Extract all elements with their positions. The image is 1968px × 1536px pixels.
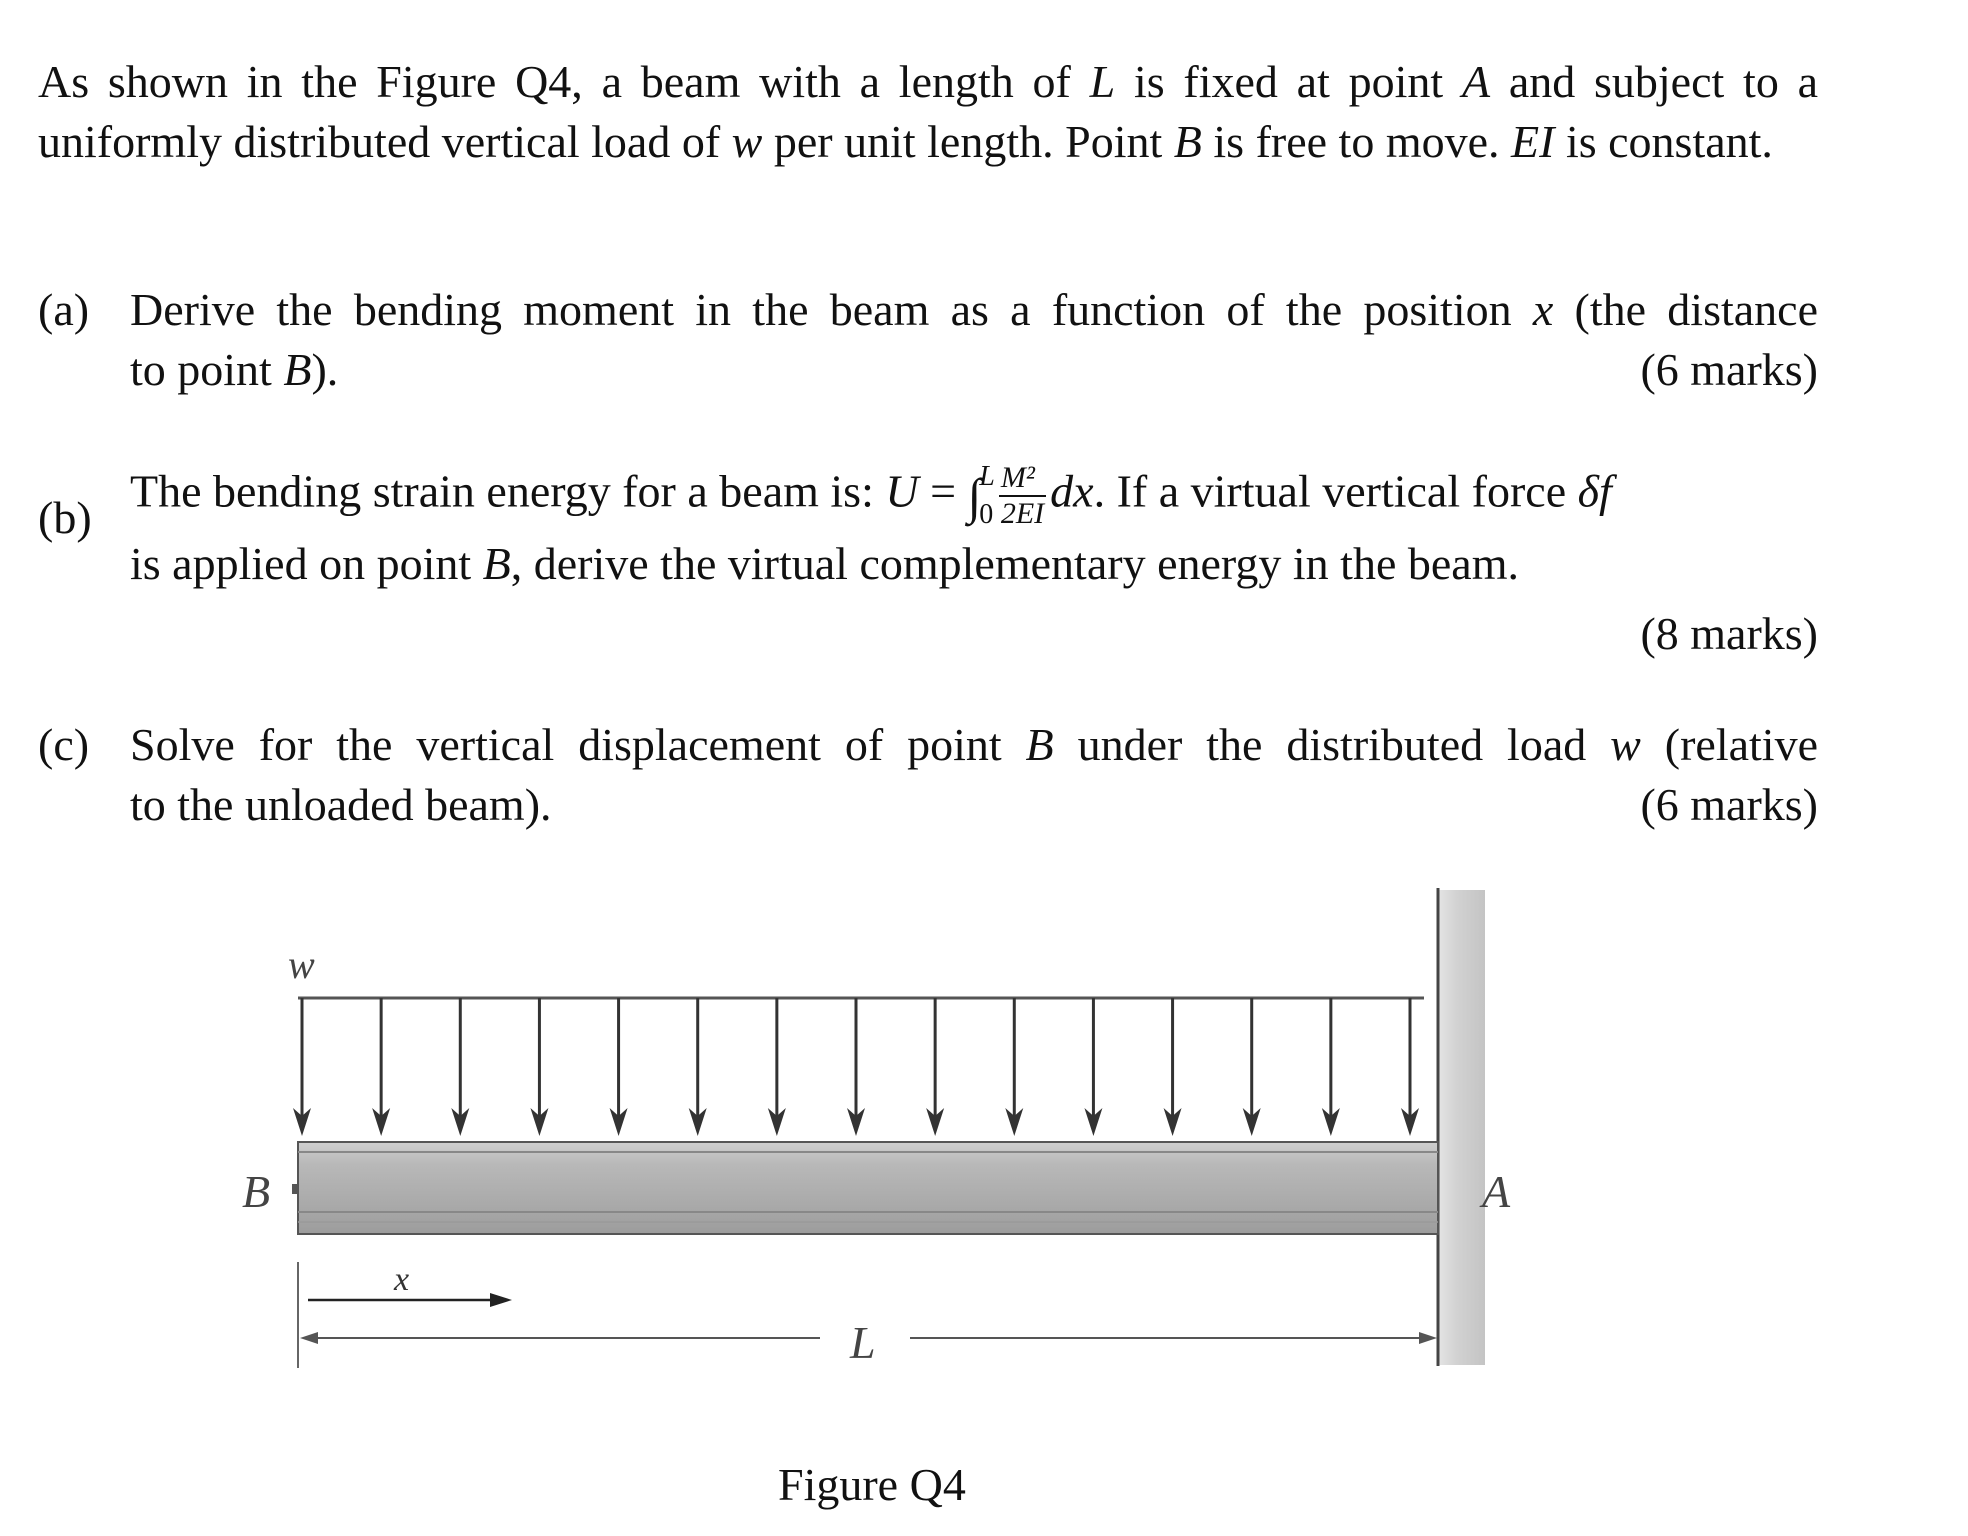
question-a-var-x: x bbox=[1532, 284, 1554, 335]
question-b-var-u: U bbox=[885, 465, 919, 517]
question-c-text-2: under the distributed load bbox=[1053, 719, 1611, 770]
question-c-var-w: w bbox=[1610, 719, 1641, 770]
intro-var-a: A bbox=[1461, 56, 1491, 107]
question-a-text-3: to point bbox=[130, 344, 284, 395]
question-c-var-b: B bbox=[1025, 719, 1054, 770]
question-b-dx: dx bbox=[1050, 465, 1094, 517]
figure-caption: Figure Q4 bbox=[778, 1459, 966, 1510]
question-b-text-4: , derive the virtual complementary energy in the beam. bbox=[510, 538, 1519, 589]
l-arrow-right-head bbox=[1419, 1332, 1437, 1344]
question-a-text-1: Derive the bending moment in the beam as a function of the position bbox=[130, 284, 1533, 335]
question-c-label: (c) bbox=[38, 719, 90, 770]
intro-text-3: and subject to a uniformly distributed vertical load of bbox=[38, 56, 1818, 167]
intro-text-1: As shown in the Figure Q4, a beam with a length of bbox=[38, 56, 1090, 107]
question-a-var-b: B bbox=[283, 344, 312, 395]
question-a-text-2: (the distance bbox=[1553, 284, 1818, 335]
question-b-text-2: . If a virtual vertical force bbox=[1093, 465, 1578, 517]
fraction-denominator: 2EI bbox=[1000, 497, 1045, 530]
question-a-text-4: ). bbox=[311, 344, 339, 395]
distributed-load-arrows bbox=[293, 998, 1419, 1136]
question-c-text-3: (relative bbox=[1640, 719, 1818, 770]
integral-sign: ∫ bbox=[967, 468, 982, 524]
question-b-var-b: B bbox=[482, 538, 511, 589]
intro-var-l: L bbox=[1089, 56, 1116, 107]
load-label-w: w bbox=[288, 942, 315, 987]
question-b-text-1: The bending strain energy for a beam is: bbox=[130, 465, 886, 517]
intro-text-4: per unit length. Point bbox=[762, 116, 1174, 167]
question-c-text-1: Solve for the vertical displacement of point bbox=[130, 719, 1026, 770]
point-b-label: B bbox=[242, 1166, 271, 1217]
intro-var-b: B bbox=[1173, 116, 1202, 167]
intro-var-w: w bbox=[731, 116, 763, 167]
fixed-support-wall bbox=[1437, 890, 1485, 1365]
point-a-label: A bbox=[1482, 1166, 1511, 1217]
length-label-l: L bbox=[850, 1317, 876, 1368]
question-b-label: (b) bbox=[38, 492, 92, 543]
beam bbox=[298, 1142, 1438, 1234]
question-b-equals: = bbox=[918, 465, 968, 517]
integral-lower-limit: 0 bbox=[979, 499, 994, 530]
question-a-marks: (6 marks) bbox=[1640, 344, 1818, 395]
intro-text-2: is fixed at point bbox=[1115, 56, 1462, 107]
question-a-label: (a) bbox=[38, 284, 90, 335]
question-b-marks: (8 marks) bbox=[1640, 608, 1818, 659]
question-b-text-3: is applied on point bbox=[130, 538, 483, 589]
question-c-marks: (6 marks) bbox=[1640, 779, 1818, 830]
question-b-var-df: δf bbox=[1577, 465, 1612, 517]
question-c-line-2: to the unloaded beam). bbox=[130, 779, 552, 830]
intro-var-ei: EI bbox=[1511, 116, 1555, 167]
x-arrow-head bbox=[490, 1293, 512, 1307]
intro-text-5: is free to move. bbox=[1201, 116, 1512, 167]
intro-text-6: is constant. bbox=[1554, 116, 1773, 167]
fraction-numerator: M² bbox=[999, 461, 1046, 497]
l-arrow-left-head bbox=[300, 1332, 318, 1344]
point-b-marker bbox=[292, 1184, 298, 1194]
integral-upper-limit: L bbox=[979, 461, 995, 492]
x-label: x bbox=[394, 1261, 410, 1298]
